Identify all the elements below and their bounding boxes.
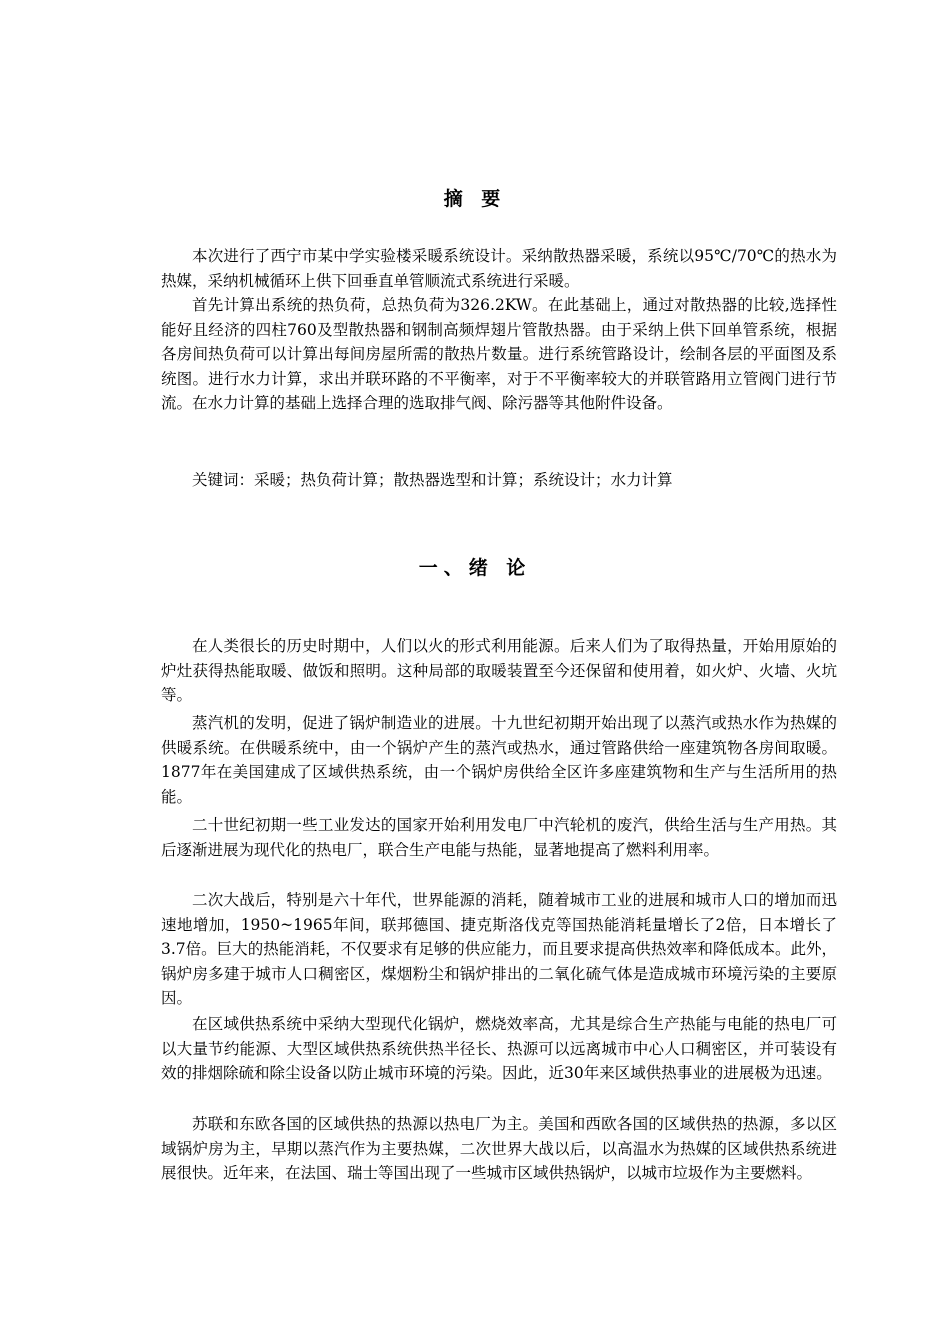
- keywords: 关键词：采暖；热负荷计算；散热器选型和计算；系统设计；水力计算: [192, 471, 673, 489]
- intro-paragraph: 蒸汽机的发明，促进了锅炉制造业的进展。十九世纪初期开始出现了以蒸汽或热水作为热媒的供暖系统。在供暖系统中，由一个锅炉产生的蒸汽或热水，通过管路供给一座建筑物各房间取暖。1877年在美国建成了区域供热系统，由一个锅炉房供给全区许多座建筑物和生产与生活所用的热能。: [161, 714, 837, 806]
- abstract-paragraph: 首先计算出系统的热负荷，总热负荷为326.2KW。在此基础上，通过对散热器的比较,选择性能好且经济的四柱760及型散热器和钢制高频焊翅片管散热器。由于采纳上供下回单管系统，根据各房间热负荷可以计算出每间房屋所需的散热片数量。进行系统管路设计，绘制各层的平面图及系统图。进行水力计算，求出并联环路的不平衡率，对于不平衡率较大的并联管路用立管阀门进行节流。在水力计算的基础上选择合理的选取排气阀、除污器等其他附件设备。: [161, 296, 837, 412]
- intro-paragraph: 在人类很长的历史时期中，人们以火的形式利用能源。后来人们为了取得热量，开始用原始的炉灶获得热能取暖、做饭和照明。这种局部的取暖装置至今还保留和使用着，如火炉、火墙、火坑等。: [161, 637, 837, 704]
- intro-paragraph: 二次大战后，特别是六十年代，世界能源的消耗，随着城市工业的进展和城市人口的增加而迅速地增加，1950~1965年间，联邦德国、捷克斯洛伐克等国热能消耗量增长了2倍，日本增长了3.7倍。巨大的热能消耗，不仅要求有足够的供应能力，而且要求提高供热效率和降低成本。此外，锅炉房多建于城市人口稠密区，煤烟粉尘和锅炉排出的二氧化硫气体是造成城市环境污染的主要原因。: [161, 891, 837, 1007]
- intro-title: 一、绪 论: [418, 557, 532, 579]
- abstract-paragraph: 本次进行了西宁市某中学实验楼采暖系统设计。采纳散热器采暖，系统以95℃/70℃的热水为热媒，采纳机械循环上供下回垂直单管顺流式系统进行采暖。: [161, 247, 837, 290]
- intro-paragraph: 二十世纪初期一些工业发达的国家开始利用发电厂中汽轮机的废汽，供给生活与生产用热。其后逐渐进展为现代化的热电厂，联合生产电能与热能，显著地提高了燃料利用率。: [161, 816, 837, 859]
- abstract-title: 摘 要: [443, 188, 507, 210]
- intro-paragraph: 苏联和东欧各国的区域供热的热源以热电厂为主。美国和西欧各国的区域供热的热源，多以区域锅炉房为主，早期以蒸汽作为主要热媒，二次世界大战以后，以高温水为热媒的区域供热系统进展很快。近年来，在法国、瑞士等国出现了一些城市区域供热锅炉，以城市垃圾作为主要燃料。: [161, 1115, 837, 1182]
- intro-paragraph: 在区域供热系统中采纳大型现代化锅炉，燃烧效率高，尤其是综合生产热能与电能的热电厂可以大量节约能源、大型区域供热系统供热半径长、热源可以远离城市中心人口稠密区，并可装设有效的排烟除硫和除尘设备以防止城市环境的污染。因此，近30年来区域供热事业的进展极为迅速。: [161, 1015, 837, 1082]
